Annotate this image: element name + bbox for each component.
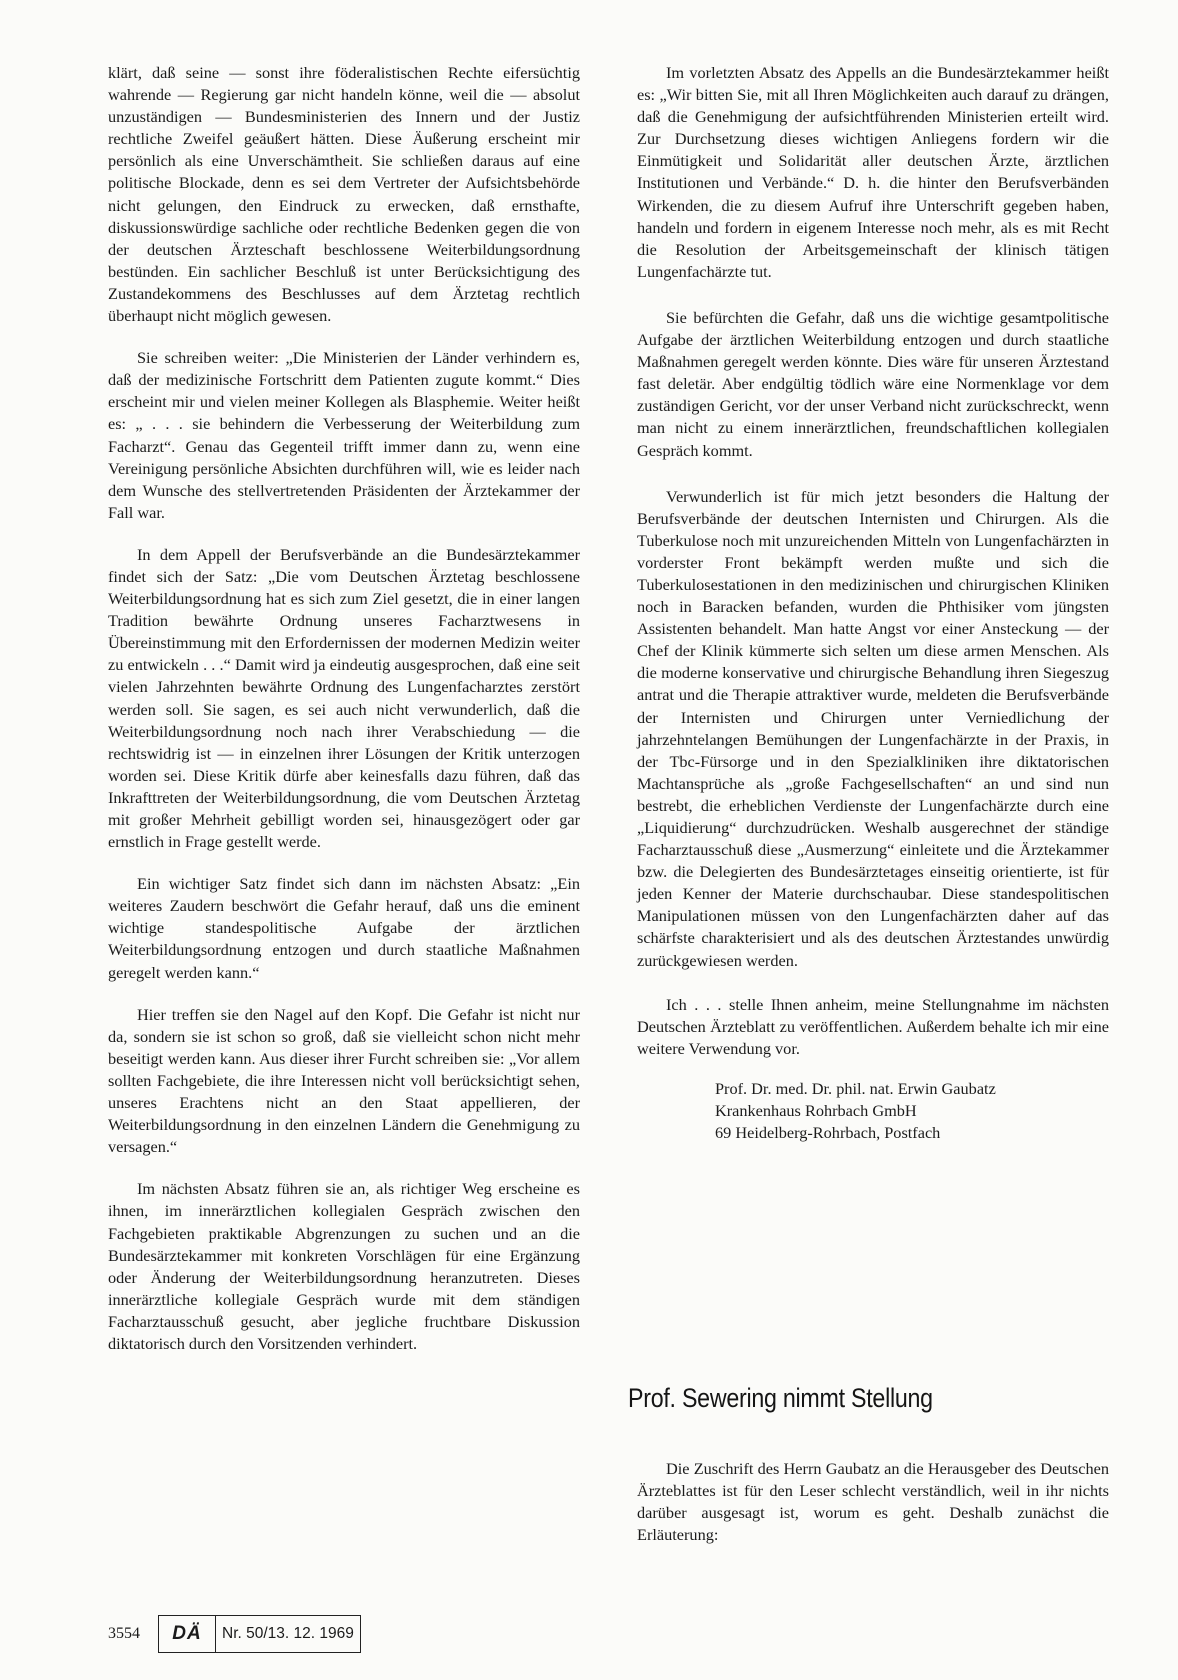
paragraph: Im nächsten Absatz führen sie an, als richtiger Weg erscheine es ihnen, im innerärztlichen kollegialen Gespräch zwischen den Fachgebieten praktikable Abgrenzungen zu suchen und an die Bundesärztekammer mit konkreten Vorschlägen für eine Ergänzung oder Änderung der Weiterbildungsordnung heranzutreten. Dieses innerärztliche kollegiale Gespräch wurde mit dem ständigen Facharztausschuß gesucht, aber jegliche fruchtbare Diskussion diktatorisch durch den Vorsitzenden verhindert. xyxy=(108,1179,580,1353)
journal-logo: DÄ xyxy=(159,1616,216,1652)
left-column xyxy=(108,62,580,1375)
paragraph: klärt, daß seine — sonst ihre föderalistischen Rechte eifersüchtig wahrende — Regierung gar nicht handeln könne, weil die — absolut unzuständigen — Bundesministerien des Innern und der Justiz rechtliche Zweifel geäußert hätten. Diese Äußerung erscheint mir persönlich als eine Unverschämtheit. Sie schließen daraus auf eine politische Blockade, denn es sei dem Vertreter der Aufsichtsbehörde nicht gelungen, den Eindruck zu erwecken, daß ernsthafte, diskussionswürdige sachliche oder rechtliche Bedenken gegen die von der deutschen Ärzteschaft beschlossene Weiterbildungsordnung bestünden. Ein sachlicher Beschluß ist unter Berücksichtigung des Zustandekommens des Beschlusses auf dem Ärztetag rechtlich überhaupt nicht möglich gewesen. xyxy=(108,63,580,326)
page-number: 3554 xyxy=(108,1625,140,1642)
signature-address: 69 Heidelberg-Rohrbach, Postfach xyxy=(715,1123,941,1143)
paragraph: Sie befürchten die Gefahr, daß uns die wichtige gesamtpolitische Aufgabe der ärztlichen Weiterbildung entzogen und durch staatliche Maßnahmen geregelt werden könnte. Dies wäre für unseren Ärztestand fast deletär. Aber endgültig tödlich wäre eine Normenklage vor dem zuständigen Gericht, vor der unser Verband nicht zurückschreckt, wenn man nicht zu einem innerärztlichen, freundschaftlichen kollegialen Gespräch kommt. xyxy=(637,307,1109,460)
paragraph: Ich . . . stelle Ihnen anheim, meine Stellungnahme im nächsten Deutschen Ärzteblatt zu veröffentlichen. Außerdem behalte ich mir eine weitere Verwendung vor. xyxy=(637,994,1109,1058)
journal-issue-box xyxy=(158,1615,361,1653)
signature-name: Prof. Dr. med. Dr. phil. nat. Erwin Gaubatz xyxy=(715,1078,996,1098)
issue-label: Nr. 50/13. 12. 1969 xyxy=(222,1625,354,1642)
paragraph: Im vorletzten Absatz des Appells an die Bundesärztekammer heißt es: „Wir bitten Sie, mit all Ihren Möglichkeiten auch darauf zu drängen, daß die Genehmigung der aufsichtführenden Ministerien erteilt wird. Zur Durchsetzung dieses wichtigen Anliegens fordern wir die Einmütigkeit und Solidarität aller deutschen Ärzte, ärztlichen Institutionen und Verbände.“ D. h. die hinter den Berufsverbänden Wirkenden, die zu diesem Aufruf ihre Unterschrift gegeben haben, handeln und fordern in eigenem Interesse noch mehr, als es mit Recht die Resolution der Arbeitsgemeinschaft der klinisch tätigen Lungenfachärzte tut. xyxy=(637,63,1109,281)
signature-block xyxy=(715,1078,1109,1144)
section-intro-paragraph: Die Zuschrift des Herrn Gaubatz an die Herausgeber des Deutschen Ärzteblattes ist für den Leser schlecht verständlich, weil in ihr nichts darüber ausgesagt ist, worum es geht. Deshalb zunächst die Erläuterung: xyxy=(637,1459,1109,1545)
paragraph: Sie schreiben weiter: „Die Ministerien der Länder verhindern es, daß der medizinische Fortschritt dem Patienten zugute kommt.“ Dies erscheint mir und vielen meiner Kollegen als Blasphemie. Weiter heißt es: „ . . . sie behindern die Verbesserung der Weiterbildung zum Facharzt“. Genau das Gegenteil trifft immer dann zu, wenn eine Vereinigung persönliche Absichten durchführen will, wie es leider nach dem Wunsche des stellvertretenden Präsidenten der Ärztekammer der Fall war. xyxy=(108,348,580,522)
right-column xyxy=(637,62,1109,1144)
section-heading: Prof. Sewering nimmt Stellung xyxy=(628,1383,933,1413)
page-footer xyxy=(108,1614,361,1654)
paragraph: In dem Appell der Berufsverbände an die Bundesärztekammer findet sich der Satz: „Die vom Deutschen Ärztetag beschlossene Weiterbildungsordnung hat es sich zum Ziel gesetzt, die in einer langen Tradition bewährte Ordnung unseres Facharztwesens in Übereinstimmung mit den Erfordernissen der modernen Medizin weiter zu entwickeln . . .“ Damit wird ja eindeutig ausgesprochen, daß eine seit vielen Jahrzehnten bewährte Ordnung des Lungenfacharztes zerstört werden soll. Sie sagen, es sei auch nicht verwunderlich, daß die Weiterbildungsordnung noch nach ihrer Verabschiedung — die rechtswidrig ist — in einzelnen ihrer Lösungen der Kritik unterzogen worden sei. Diese Kritik dürfe aber keinesfalls dazu führen, daß das Inkrafttreten der Weiterbildungsordnung, die vom Deutschen Ärztetag mit großer Mehrheit gebilligt worden sei, hinausgezögert oder gar ernstlich in Frage gestellt werde. xyxy=(108,544,580,852)
paragraph: Verwunderlich ist für mich jetzt besonders die Haltung der Berufsverbände der deutschen Internisten und Chirurgen. Als die Tuberkulose noch mit unzureichenden Mitteln von Lungenfachärzten in vorderster Front bekämpft werden mußte und sich die Tuberkulosestationen in den medizinischen und chirurgischen Kliniken noch in Baracken befanden, wurden die Phthisiker vom jüngsten Assistenten behandelt. Man hatte Angst vor einer Ansteckung — der Chef der Klinik kümmerte sich selten um diese armen Menschen. Als die moderne konservative und chirurgische Behandlung ihren Siegeszug antrat und die Therapie attraktiver wurde, meldeten die Berufsverbände der Internisten und Chirurgen unter Verniedlichung der jahrzehntelangen Bemühungen der Lungenfachärzte in der Praxis, in der Tbc-Fürsorge und in den Spezialkliniken ihre diktatorischen Machtansprüche als „große Fachgesellschaften“ an und sind nun bestrebt, die erheblichen Verdienste der Lungenfachärzte durch eine „Liquidierung“ durchzudrücken. Weshalb ausgerechnet der ständige Facharztausschuß diese „Ausmerzung“ einleitete und die Ärztekammer bzw. die Delegierten des Bundesärztetages einseitig orientierte, ist für jeden Kenner der Materie durchschaubar. Diese standespolitischen Manipulationen müssen von den Lungenfachärzten daher auf das schärfste charakterisiert und als des deutschen Ärztestandes unwürdig zurückgewiesen werden. xyxy=(637,486,1109,970)
paragraph: Ein wichtiger Satz findet sich dann im nächsten Absatz: „Ein weiteres Zaudern beschwört die Gefahr herauf, daß uns die eminent wichtige standespolitische Aufgabe der ärztlichen Weiterbildungsordnung entzogen und durch staatliche Maßnahmen geregelt werden kann.“ xyxy=(108,874,580,982)
paragraph: Hier treffen sie den Nagel auf den Kopf. Die Gefahr ist nicht nur da, sondern sie ist schon so groß, daß sie vielleicht schon nicht mehr beseitigt werden kann. Aus dieser ihrer Furcht schreiben sie: „Vor allem sollten Fachgebiete, die ihre Interessen nicht voll berücksichtigt sehen, unseres Erachtens nicht an den Staat appellieren, der Weiterbildungsordnung in den einzelnen Ländern die Genehmigung zu versagen.“ xyxy=(108,1004,580,1157)
signature-institution: Krankenhaus Rohrbach GmbH xyxy=(715,1101,917,1121)
